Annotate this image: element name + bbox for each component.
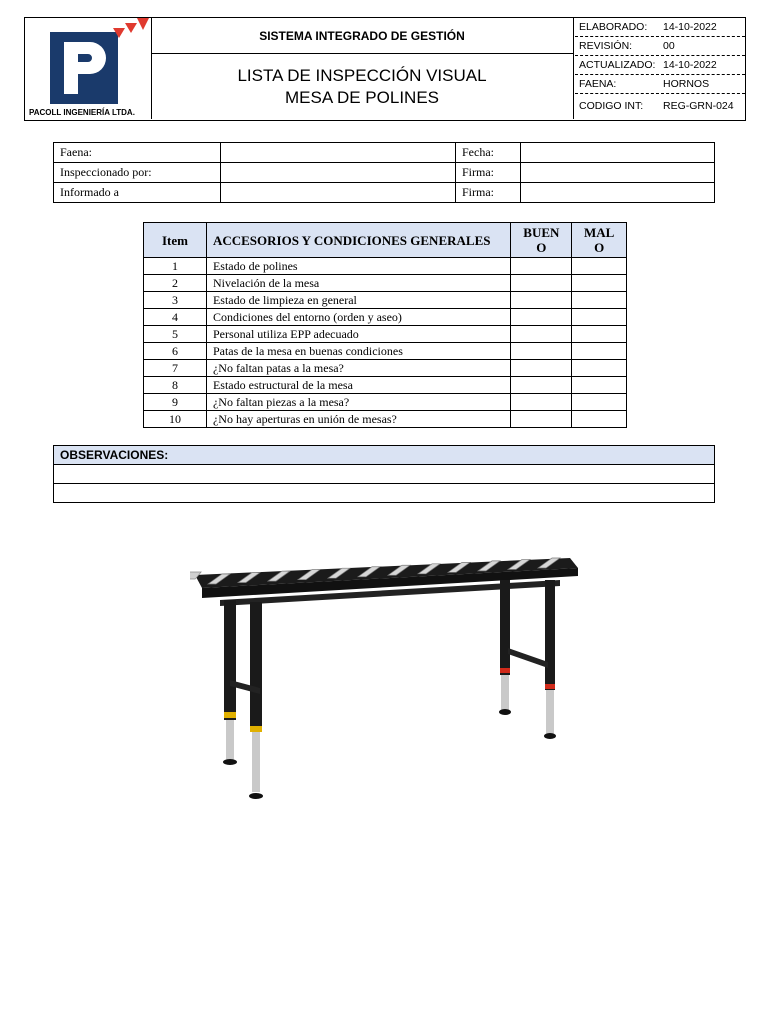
malo-cell[interactable] <box>572 326 627 343</box>
meta-row-revision: REVISIÓN: 00 <box>575 37 745 56</box>
meta-row-actualizado: ACTUALIZADO: 14-10-2022 <box>575 56 745 75</box>
table-row: 10 ¿No hay aperturas en unión de mesas? <box>144 411 627 428</box>
bueno-cell[interactable] <box>511 377 572 394</box>
table-row: 7 ¿No faltan patas a la mesa? <box>144 360 627 377</box>
firma-field[interactable] <box>521 163 715 183</box>
malo-cell[interactable] <box>572 309 627 326</box>
bueno-cell[interactable] <box>511 360 572 377</box>
meta-row-faena: FAENA: HORNOS <box>575 75 745 94</box>
document-title <box>151 55 573 119</box>
malo-cell[interactable] <box>572 292 627 309</box>
bueno-cell[interactable] <box>511 411 572 428</box>
firma-field-2[interactable] <box>521 183 715 203</box>
inspection-info-table <box>53 142 715 203</box>
table-row: 5 Personal utiliza EPP adecuado <box>144 326 627 343</box>
bueno-cell[interactable] <box>511 275 572 292</box>
system-name: SISTEMA INTEGRADO DE GESTIÓN <box>151 18 573 54</box>
malo-cell[interactable] <box>572 360 627 377</box>
firma-label: Firma: <box>456 163 521 183</box>
table-row: 8 Estado estructural de la mesa <box>144 377 627 394</box>
col-malo-header: MAL O <box>572 223 627 258</box>
title-cell <box>151 18 574 119</box>
informado-field[interactable] <box>221 183 456 203</box>
table-row: 2 Nivelación de la mesa <box>144 275 627 292</box>
company-name: PACOLL INGENIERÍA LTDA. <box>29 108 135 117</box>
bueno-cell[interactable] <box>511 292 572 309</box>
malo-cell[interactable] <box>572 411 627 428</box>
table-row: 4 Condiciones del entorno (orden y aseo) <box>144 309 627 326</box>
logo-triangles-icon <box>111 18 151 48</box>
table-row <box>54 484 715 503</box>
faena-field[interactable] <box>221 143 456 163</box>
bueno-cell[interactable] <box>511 343 572 360</box>
observations-header-row <box>54 446 715 465</box>
table-row <box>54 183 715 203</box>
table-row: 9 ¿No faltan piezas a la mesa? <box>144 394 627 411</box>
bueno-cell[interactable] <box>511 394 572 411</box>
company-logo-cell <box>25 18 152 119</box>
bueno-cell[interactable] <box>511 258 572 275</box>
observations-field[interactable] <box>54 484 715 503</box>
fecha-field[interactable] <box>521 143 715 163</box>
roller-table-image <box>190 540 590 810</box>
observations-table <box>53 445 715 503</box>
table-row: 1 Estado de polines <box>144 258 627 275</box>
bueno-cell[interactable] <box>511 326 572 343</box>
col-item-header: Item <box>144 223 207 258</box>
inspeccionado-field[interactable] <box>221 163 456 183</box>
table-row <box>54 163 715 183</box>
firma-label-2: Firma: <box>456 183 521 203</box>
inspeccionado-label: Inspeccionado por: <box>54 163 221 183</box>
fecha-label: Fecha: <box>456 143 521 163</box>
col-bueno-header: BUEN O <box>511 223 572 258</box>
observations-label: OBSERVACIONES: <box>54 446 715 465</box>
malo-cell[interactable] <box>572 258 627 275</box>
malo-cell[interactable] <box>572 377 627 394</box>
table-row: 3 Estado de limpieza en general <box>144 292 627 309</box>
title-line-1: LISTA DE INSPECCIÓN VISUAL <box>237 66 487 85</box>
col-desc-header: ACCESORIOS Y CONDICIONES GENERALES <box>206 223 510 258</box>
meta-row-codigo: CODIGO INT: REG-GRN-024 <box>579 100 734 112</box>
faena-label: Faena: <box>54 143 221 163</box>
table-row <box>54 465 715 484</box>
malo-cell[interactable] <box>572 275 627 292</box>
company-logo <box>50 32 118 104</box>
table-row <box>54 143 715 163</box>
checklist-header-row <box>144 223 627 258</box>
checklist-table <box>143 222 627 428</box>
bueno-cell[interactable] <box>511 309 572 326</box>
meta-row-elaborado: ELABORADO: 14-10-2022 <box>575 18 745 37</box>
document-header <box>24 17 746 121</box>
title-line-2: MESA DE POLINES <box>285 88 439 107</box>
document-metadata <box>575 18 745 119</box>
malo-cell[interactable] <box>572 394 627 411</box>
malo-cell[interactable] <box>572 343 627 360</box>
observations-field[interactable] <box>54 465 715 484</box>
informado-label: Informado a <box>54 183 221 203</box>
table-row: 6 Patas de la mesa en buenas condiciones <box>144 343 627 360</box>
